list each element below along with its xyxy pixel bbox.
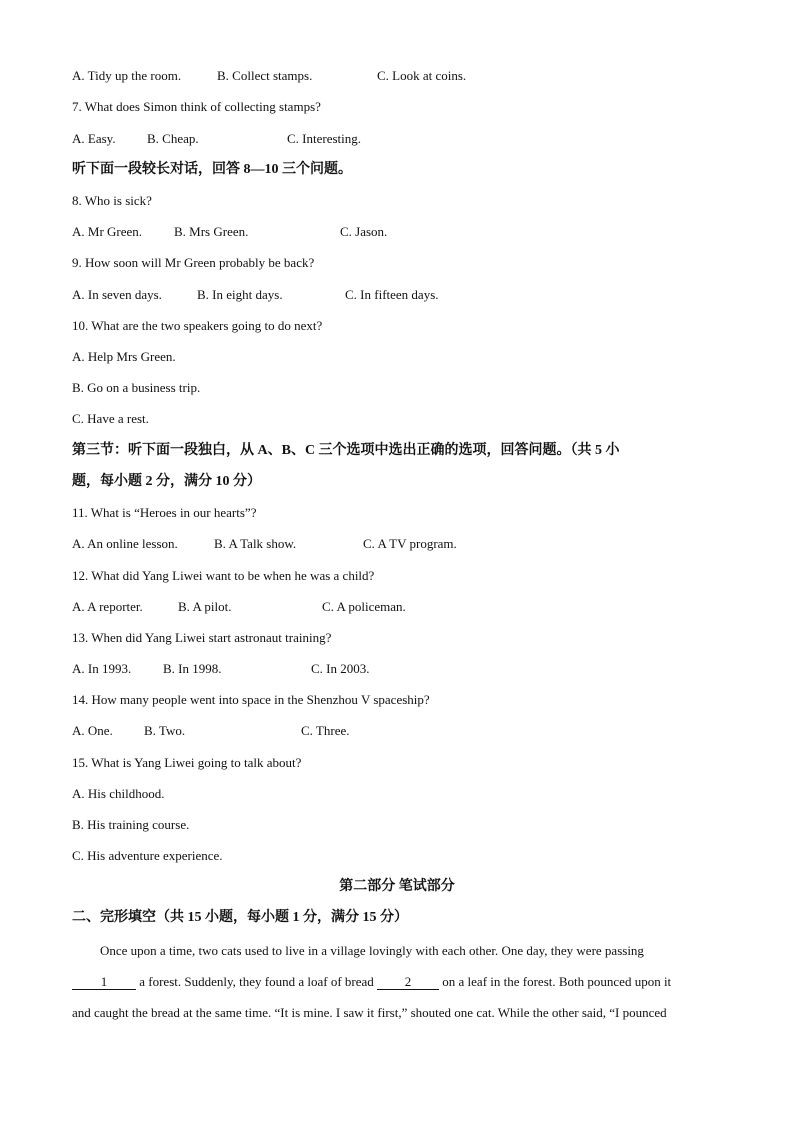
cloze-heading: 二、完形填空（共 15 小题，每小题 1 分，满分 15 分） bbox=[72, 910, 408, 925]
q9-question: 9. How soon will Mr Green probably be back? bbox=[72, 255, 315, 270]
q6-option-c: C. Look at coins. bbox=[377, 68, 467, 83]
q7-question: 7. What does Simon think of collecting stamps? bbox=[72, 99, 321, 114]
cloze-blank-2: 2 bbox=[377, 974, 439, 990]
q13-option-c: C. In 2003. bbox=[311, 661, 370, 676]
q8-option-b: B. Mrs Green. bbox=[174, 224, 249, 239]
q13-question: 13. When did Yang Liwei start astronaut training? bbox=[72, 630, 332, 645]
q14-question: 14. How many people went into space in the Shenzhou V spaceship? bbox=[72, 692, 430, 707]
cloze-line-2-end: on a leaf in the forest. Both pounced upon it bbox=[439, 974, 672, 989]
q15-option-c: C. His adventure experience. bbox=[72, 848, 223, 863]
part2-title: 第二部分 笔试部分 bbox=[339, 879, 455, 894]
q12-option-a: A. A reporter. bbox=[72, 599, 143, 614]
q15-option-b: B. His training course. bbox=[72, 817, 190, 832]
q12-question: 12. What did Yang Liwei want to be when he was a child? bbox=[72, 568, 375, 583]
q9-option-b: B. In eight days. bbox=[197, 287, 283, 302]
q12-option-b: B. A pilot. bbox=[178, 599, 232, 614]
section3-heading-line1: 第三节：听下面一段独白，从 A、B、C 三个选项中选出正确的选项，回答问题。（共 5 小 bbox=[72, 443, 620, 458]
cloze-blank-1: 1 bbox=[72, 974, 136, 990]
q7-option-b: B. Cheap. bbox=[147, 131, 199, 146]
q15-question: 15. What is Yang Liwei going to talk about? bbox=[72, 755, 302, 770]
q11-option-a: A. An online lesson. bbox=[72, 536, 178, 551]
q10-option-c: C. Have a rest. bbox=[72, 411, 149, 426]
q7-option-c: C. Interesting. bbox=[287, 131, 362, 146]
section3-heading-line2: 题，每小题 2 分，满分 10 分） bbox=[72, 474, 261, 489]
q13-option-a: A. In 1993. bbox=[72, 661, 132, 676]
q9-option-c: C. In fifteen days. bbox=[345, 287, 439, 302]
q15-option-a: A. His childhood. bbox=[72, 786, 165, 801]
q11-option-c: C. A TV program. bbox=[363, 536, 457, 551]
q11-option-b: B. A Talk show. bbox=[214, 536, 297, 551]
q8-option-c: C. Jason. bbox=[340, 224, 388, 239]
q14-option-b: B. Two. bbox=[144, 723, 186, 738]
cloze-line-1: Once upon a time, two cats used to live in a village lovingly with each other. One day, they were passing bbox=[100, 943, 644, 958]
q14-option-c: C. Three. bbox=[301, 723, 350, 738]
q14-option-a: A. One. bbox=[72, 723, 113, 738]
q6-option-a: A. Tidy up the room. bbox=[72, 68, 182, 83]
q9-option-a: A. In seven days. bbox=[72, 287, 162, 302]
q11-question: 11. What is “Heroes in our hearts”? bbox=[72, 505, 257, 520]
cloze-line-3: and caught the bread at the same time. “It is mine. I saw it first,” shouted one cat. While the other said, “I pounced bbox=[72, 1005, 667, 1020]
q8-option-a: A. Mr Green. bbox=[72, 224, 143, 239]
dialog-heading-8-10: 听下面一段较长对话，回答 8—10 三个问题。 bbox=[72, 162, 352, 177]
q8-question: 8. Who is sick? bbox=[72, 193, 152, 208]
q7-option-a: A. Easy. bbox=[72, 131, 116, 146]
cloze-line-2-mid: a forest. Suddenly, they found a loaf of bread bbox=[136, 974, 378, 989]
q6-option-b: B. Collect stamps. bbox=[217, 68, 313, 83]
q12-option-c: C. A policeman. bbox=[322, 599, 406, 614]
q10-option-a: A. Help Mrs Green. bbox=[72, 349, 176, 364]
q10-question: 10. What are the two speakers going to do next? bbox=[72, 318, 323, 333]
q10-option-b: B. Go on a business trip. bbox=[72, 380, 201, 395]
q13-option-b: B. In 1998. bbox=[163, 661, 222, 676]
cloze-line-2 bbox=[72, 973, 714, 991]
